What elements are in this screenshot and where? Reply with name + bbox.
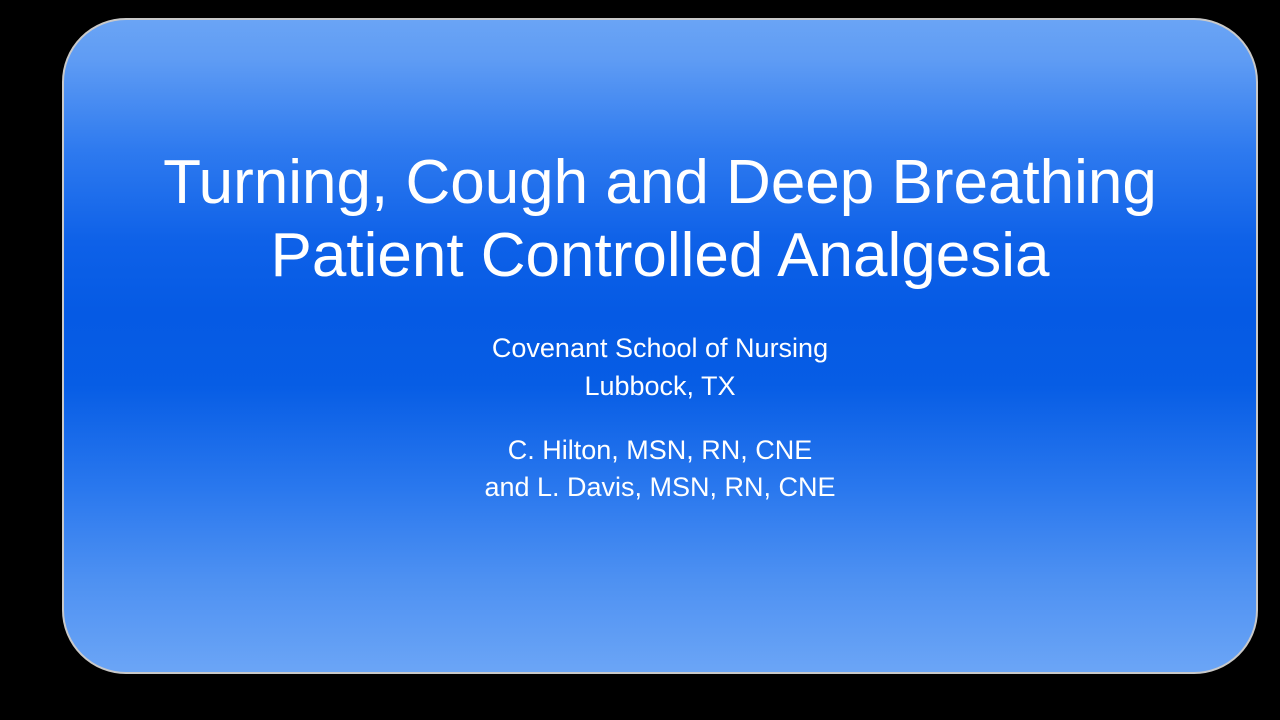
subtitle-spacer xyxy=(64,405,1256,432)
title-line-2: Patient Controlled Analgesia xyxy=(270,221,1050,291)
authors-block xyxy=(64,432,1256,507)
title-line-1: Turning, Cough and Deep Breathing xyxy=(163,148,1157,217)
subtitle-line-2: Lubbock, TX xyxy=(584,370,736,401)
subtitle-block xyxy=(64,330,1256,432)
author-line-2: and L. Davis, MSN, RN, CNE xyxy=(484,472,836,503)
page-title xyxy=(64,146,1256,292)
author-line-1: C. Hilton, MSN, RN, CNE xyxy=(507,434,813,465)
title-slide-card xyxy=(62,18,1258,674)
subtitle-line-1: Covenant School of Nursing xyxy=(491,333,829,364)
slide-content xyxy=(64,146,1256,506)
